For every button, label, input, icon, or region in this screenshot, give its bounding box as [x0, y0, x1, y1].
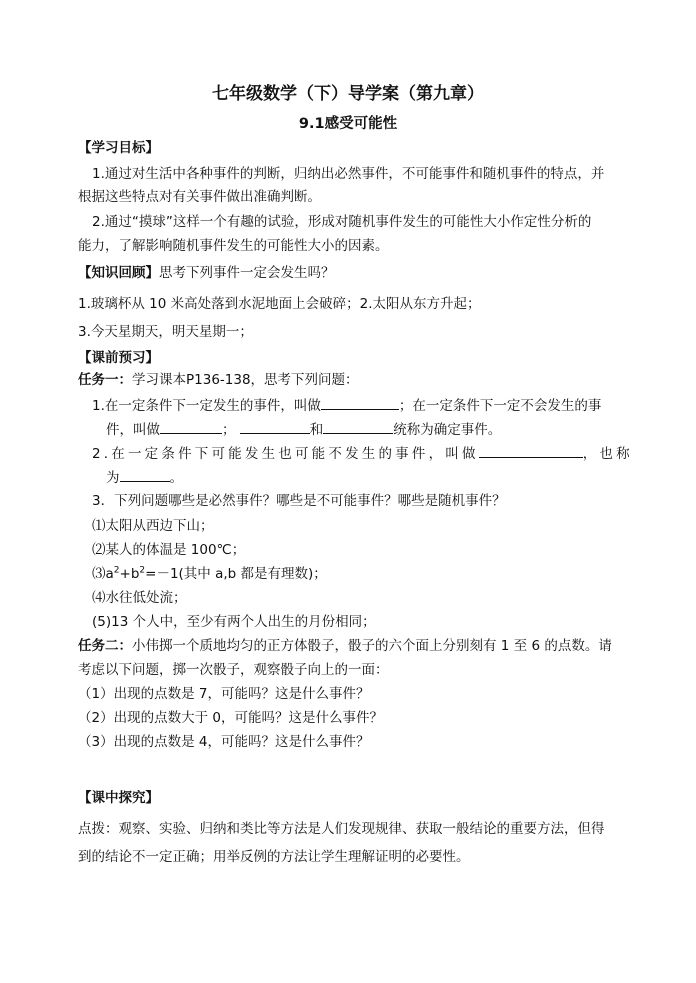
objective-1-line-1: 1.通过对生活中各种事件的判断，归纳出必然事件，不可能事件和随机事件的特点，并	[92, 166, 605, 182]
task2-label: 任务二：	[78, 638, 132, 654]
review-row	[78, 263, 335, 283]
question-2-line-2	[106, 467, 183, 488]
answer-blank-6[interactable]	[120, 467, 170, 482]
explore-heading: 【课中探究】	[78, 790, 159, 806]
question-1-line-2	[106, 419, 501, 440]
q1-line2-text-c: 和	[309, 422, 324, 438]
task2-line-2: 考虑以下问题，掷一次骰子，观察骰子向上的一面：	[78, 662, 389, 678]
q3-item-3	[92, 564, 327, 584]
objectives-heading: 【学习目标】	[78, 140, 159, 156]
objective-2-line-1: 2.通过“摸球”这样一个有趣的试验，形成对随机事件发生的可能性大小作定性分析的	[92, 214, 592, 230]
q1-text-a: 1.在一定条件下一定发生的事件，叫做	[92, 398, 321, 414]
task2-line-1: 小伟掷一个质地均匀的正方体骰子，骰子的六个面上分别刻有 1 至 6 的点数。请	[132, 638, 612, 654]
task1-label: 任务一：	[78, 372, 132, 388]
q3-item-4: ⑷水往低处流；	[92, 590, 187, 606]
answer-blank-4[interactable]	[323, 419, 393, 434]
review-line-2: 3.今天星期天，明天星期一；	[78, 324, 253, 340]
q1-line2-text-d: 统称为确定事件。	[393, 422, 502, 438]
explore-line-1: 点拨：观察、实验、归纳和类比等方法是人们发现规律、获取一般结论的重要方法，但得	[78, 821, 605, 837]
q2-text-a: 2.在一定条件下可能发生也可能不发生的事件，叫做	[92, 446, 479, 462]
task2-question-1: （1）出现的点数是 7，可能吗？这是什么事件？	[78, 686, 370, 702]
answer-blank-5[interactable]	[479, 443, 583, 458]
exponent-1: 2	[113, 565, 120, 576]
question-3: 3．下列问题哪些是必然事件？哪些是不可能事件？哪些是随机事件？	[92, 493, 506, 509]
review-line-1: 1.玻璃杯从 10 米高处落到水泥地面上会破碎；2.太阳从东方升起；	[78, 296, 481, 312]
question-2-line-1	[92, 443, 633, 464]
review-heading: 【知识回顾】	[78, 265, 159, 281]
q2-line2-text-a: 为	[106, 470, 120, 486]
review-question: 思考下列事件一定会发生吗？	[159, 265, 335, 281]
page-title: 七年级数学（下）导学案（第九章）	[212, 84, 484, 104]
task1-text: 学习课本P136-138，思考下列问题：	[132, 372, 359, 388]
lesson-subtitle: 9.1感受可能性	[298, 116, 398, 132]
answer-blank-1[interactable]	[321, 395, 399, 410]
q2-line2-text-b: 。	[169, 470, 183, 486]
task2-row	[78, 636, 612, 656]
task2-question-2: （2）出现的点数大于 0，可能吗？这是什么事件？	[78, 710, 383, 726]
objective-1-line-2: 根据这些特点对有关事件做出准确判断。	[78, 189, 321, 205]
question-1-line-1	[92, 395, 601, 416]
q3-item-1: ⑴太阳从西边下山；	[92, 518, 214, 534]
q3-item-2: ⑵某人的体温是 100℃；	[92, 542, 246, 558]
task1-row	[78, 370, 359, 390]
q2-text-b: ，也称	[582, 446, 633, 462]
q1-text-b: ；在一定条件下一定不会发生的事	[398, 398, 602, 414]
q1-line2-text-b: ；	[222, 422, 236, 438]
answer-blank-2[interactable]	[160, 419, 222, 434]
objective-2-line-2: 能力，了解影响随机事件发生的可能性大小的因素。	[78, 238, 389, 254]
exponent-2: 2	[139, 565, 146, 576]
answer-blank-3[interactable]	[240, 419, 310, 434]
preview-heading: 【课前预习】	[78, 350, 159, 366]
explore-line-2: 到的结论不一定正确；用举反例的方法让学生理解证明的必要性。	[78, 849, 470, 865]
q3-item-3-c: =－1(其中 a,b 都是有理数)；	[145, 566, 327, 582]
task2-question-3: （3）出现的点数是 4，可能吗？这是什么事件？	[78, 734, 370, 750]
q3-item-3-a: ⑶a	[92, 566, 114, 582]
q3-item-3-b: +b	[119, 566, 140, 582]
q3-item-5: (5)13 个人中，至少有两个人出生的月份相同；	[92, 614, 376, 630]
q1-line2-text-a: 件，叫做	[106, 422, 160, 438]
